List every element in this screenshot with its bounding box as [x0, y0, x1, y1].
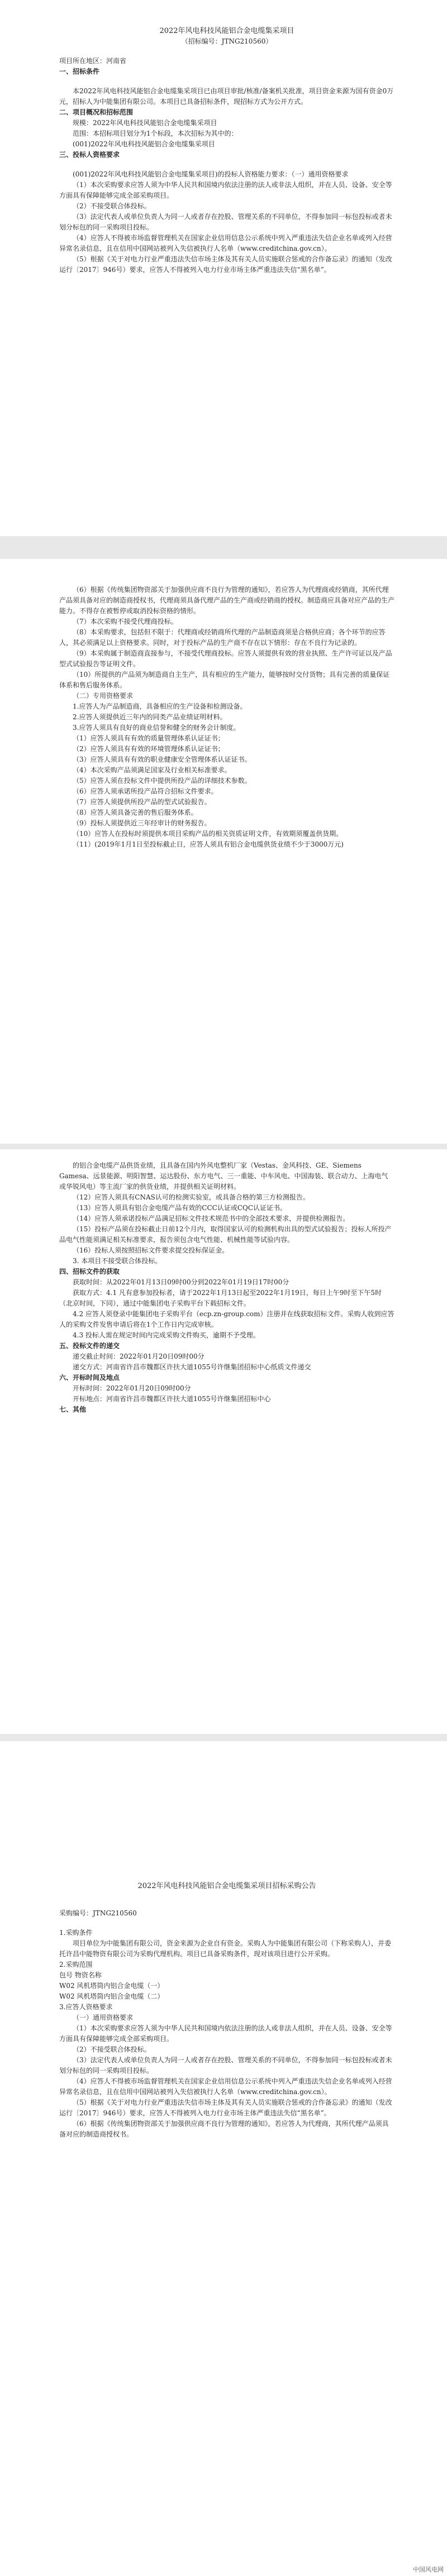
section-heading: 六、开标时间及地点 — [59, 1374, 120, 1382]
list-item: （10）应答人在投标时须提供本项目采购产品的相关资质证明文件，有效期须覆盖供货期。 — [73, 830, 343, 838]
list-item: （5）应答人须在投标文件中提供所投产品的详细技术参数。 — [73, 777, 251, 785]
paragraph: 获取时间：从2022年01月13日09时00分到2022年01月19日17时00分 — [73, 1278, 289, 1286]
paragraph: 递交方式：河南省许昌市魏都区许扶大道1055号许继集团招标中心纸质文件递交 — [73, 1363, 311, 1371]
paragraph: 3. 本项目不接受联合体投标。 — [73, 1257, 162, 1265]
page-gap — [0, 1144, 447, 1149]
list-item: （4）应答人不得被市场监督管理机关在国家企业信用信息公示系统中列入严重违法失信企业名单或列入经营异常名录信息，且在信用中国网站被列入失信被执行人名单（www.creditchina.gov.cn）。 — [59, 234, 392, 252]
list-item: 2.应答人须提供近三年内的同类产品业绩证明材料。 — [73, 713, 227, 721]
paragraph: 的铝合金电缆产品供货业绩，且具备在国内外风电整机厂家（Vestas、金风科技、GE、Siemens Gamesa、远景能源、明阳智慧、运达股份、东方电气、三一重能、中车风电、中国海装、联合动力、上海电气或华锐风电）等主流厂家的供货业绩，并提供相关证明材料。 — [59, 1162, 388, 1191]
paragraph: (001)2022年风电科技风能铝合金电缆集采项目 — [73, 140, 215, 148]
list-item: W02 风机塔筒内铝合金电缆（一） — [59, 1982, 164, 1990]
paragraph: (001)2022年风电科技风能铝合金电缆集采项目)的投标人资格能力要求：（一）通用资格要求 — [73, 170, 349, 178]
list-item: （15）投标产品须在投标截止日前12个月内，取得国家认可的检测机构出具的型式试验报告；投标人所投产品电气性能须满足相关标准要求，报告须包含电气性能、机械性能等试验内容。 — [59, 1225, 392, 1244]
page-gap — [0, 536, 447, 559]
list-item: （5）根据《关于对电力行业严重违法失信市场主体及其有关人员实施联合惩戒的合作备忘录》的通知（发改运行〔2017〕946号）要求，应答人不得被列入电力行业市场主体严重违法失信“黑名单”。 — [59, 2099, 392, 2117]
tender-code: （招标编号：JTNG210560） — [181, 37, 273, 45]
paragraph: 项目单位为中能集团有限公司，资金来源为企业自有资金。采购人为中能集团有限公司（下称采购人），并委托许昌中能物资有限公司为采购代理机构。项目已具备采购条件，现对该项目进行公开采购。 — [59, 1939, 392, 1958]
paragraph: 开标时间：2022年01月20日09时00分 — [73, 1384, 191, 1392]
list-item: （12）应答人须具有CNAS认可的检测实验室，或具备合格的第三方检测报告。 — [73, 1193, 310, 1201]
paragraph: 4.2 应答人须登录中能集团电子采购平台（ecp.zn-group.com）注册并在线获取招标文件。采购人收到应答人的采购文件发售申请后将在1个工作日内完成审核。 — [59, 1310, 394, 1328]
paragraph: 获取方式：4.1 凡有意参加投标者，请于2022年1月13日起至2022年1月19日，每日上午9时至下午5时（北京时间，下同），通过中能集团电子采购平台下载招标文件。 — [59, 1289, 382, 1307]
list-item: （3）法定代表人或单位负责人为同一人或者存在控股、管理关系的不同单位，不得参加同一标包投标或者未划分标包的同一采购项目投标。 — [59, 2056, 392, 2075]
list-item: （9）本采购属于制造商直接参与，不接受代理商投标。应答人须提供有效的营业执照、生产许可证以及产品型式试验报告等证明文件。 — [59, 649, 392, 668]
document-page-2 — [0, 559, 447, 1144]
table-header: 包号 物资名称 — [59, 1971, 102, 1979]
list-item: （3）应答人须具有有效的职业健康安全管理体系认证证书。 — [73, 756, 251, 763]
list-item: （4）本次采购产品须满足国家及行业相关标准要求。 — [73, 766, 231, 774]
site-watermark: 中国风电网 — [413, 2566, 444, 2573]
list-item: （1）本次采购要求应答人须为中华人民共和国境内依法注册的法人或非法人组织，并在人员、设备、安全等方面具有保障能够完成全部采购项目。 — [59, 2024, 392, 2043]
list-item: （13）应答人须具有铝合金电缆产品有效的CCC认证或CQC认证证书。 — [73, 1204, 287, 1212]
section-heading: 四、招标文件的获取 — [59, 1268, 120, 1275]
list-item: （1）本次采购要求应答人须为中华人民共和国境内依法注册的法人或非法人组织，并在人员、设备、安全等方面具有保障能够完成全部采购项目。 — [59, 181, 392, 199]
list-item: （二）专用资格要求 — [73, 692, 134, 700]
section-heading: 七、其他 — [59, 1406, 87, 1413]
list-item: 3.应答人须具有良好的商业信誉和健全的财务会计制度。 — [73, 724, 240, 732]
page-gap — [0, 1734, 447, 1741]
paragraph: 范围：本招标项目划分为1个标段，本次招标为其中的： — [73, 130, 238, 137]
list-item: （6）应答人须承诺所投产品符合招标文件要求。 — [73, 787, 218, 795]
list-item: （10）所提供的产品须为制造商自主生产，具有相应的生产能力，能够按时交付货物；具有完善的质量保证体系和售后服务体系。 — [59, 671, 390, 689]
page-1-body — [59, 26, 394, 275]
project-region: 项目所在地区：河南省 — [59, 57, 127, 65]
announcement-title: 2022年风电科技风能铝合金电缆集采项目招标采购公告 — [137, 1882, 316, 1890]
list-item: （6）根据《传统集团物资部关于加强供应商不良行为管理的通知》，若应答人为代理商或经销商，其所代理产品须具备对应的制造商授权书，代理商须具备代理产品的生产商或经销商的授权。制造商应具备对应产品的生产能力。不得存在被暂停或取消投标资格的情形。 — [59, 586, 395, 615]
list-item: （7）应答人须提供所投产品的型式试验报告。 — [73, 798, 211, 806]
list-item: （9）投标人须提供近三年经审计的财务报告。 — [73, 819, 211, 827]
list-item: （8）应答人须具备完善的售后服务体系。 — [73, 809, 198, 816]
section-heading: 3.应答人资格要求 — [59, 2003, 113, 2011]
paragraph: 4.3 投标人需在规定时间内完成采购文件购买，逾期不予受理。 — [73, 1331, 260, 1339]
section-heading: 二、项目概况和招标范围 — [59, 108, 134, 116]
paragraph: （一）通用资格要求 — [73, 2014, 134, 2021]
section-heading: 三、投标人资格要求 — [59, 151, 120, 159]
list-item: （5）根据《关于对电力行业严重违法失信市场主体及其有关人员实施联合惩戒的合作备忘录》的通知（发改运行〔2017〕946号）要求，应答人不得被列入电力行业市场主体严重违法失信“黑名单”。 — [59, 255, 392, 274]
list-item: （6）根据《传统集团物资部关于加强供应商不良行为管理的通知》，若应答人为代理商，其所代理产品须具备对应的制造商授权书。 — [59, 2120, 389, 2138]
list-item: （11）(2019年1月1日至投标截止日，应答人须具有铝合金电缆供货业绩不少于3000万元) — [73, 840, 344, 848]
list-item: （2）应答人须具有有效的环境管理体系认证证书； — [73, 745, 225, 753]
list-item: 1.应答人为产品制造商，具备相应的生产设备和检测设备。 — [73, 702, 247, 710]
list-item: （8）本采购要求，包括但不限于：代理商或经销商所代理的产品制造商须是合格供应商；各个环节的应答人，其必须满足以上资格要求。同时，对于投标产品的生产商不存在以下情形：存在不良行为记录的。 — [59, 628, 386, 647]
page-title: 2022年风电科技风能铝合金电缆集采项目 — [159, 27, 294, 35]
paragraph: 递交截止时间：2022年01月20日09时00分 — [73, 1352, 205, 1360]
page-2-body — [59, 585, 394, 850]
list-item: （14）应答人须承诺投标产品满足招标文件技术规范书中的全部技术要求，并提供检测报告。 — [73, 1215, 350, 1222]
list-item: （7）本次采购不接受代理商投标。 — [73, 618, 178, 625]
paragraph: 本2022年风电科技风能铝合金电缆集采项目已由项目审批/核准/备案机关批准，项目资金来源为国有资金0万元，招标人为中能集团有限公司。本项目已具备招标条件，现招标方式为公开方式。 — [59, 87, 394, 106]
section-heading: 1.采购条件 — [59, 1929, 93, 1937]
list-item: （2）不接受联合体投标。 — [73, 2045, 151, 2053]
purchase-code: 采购编号：JTNG210560 — [59, 1909, 137, 1917]
paragraph: 规模：2022年风电科技风能铝合金电缆集采项目 — [73, 119, 217, 127]
list-item: （1）应答人须具有有效的质量管理体系认证证书； — [73, 734, 225, 742]
list-item: （3）法定代表人或单位负责人为同一人或者存在控股、管理关系的不同单位，不得参加同一标包投标或者未划分标包的同一采购项目投标。 — [59, 213, 392, 231]
list-item: （4）应答人不得被市场监督管理机关在国家企业信用信息公示系统中列入严重违法失信企业名单或列入经营异常名录信息，且在信用中国网站被列入失信被执行人名单（www.creditchina.gov.cn）。 — [59, 2077, 392, 2096]
list-item: W02 风机塔筒内铝合金电缆（二） — [59, 1992, 164, 2000]
page-4-body — [59, 1881, 394, 2140]
list-item: （2）不接受联合体投标。 — [73, 202, 151, 210]
document-page-3 — [0, 1149, 447, 1734]
list-item: （16）投标人须按照招标文件要求提交投标保证金。 — [73, 1246, 229, 1254]
document-page-1 — [0, 0, 447, 536]
document-page-4 — [0, 1741, 447, 2576]
page-3-body — [59, 1160, 394, 1415]
section-heading: 五、投标文件的递交 — [59, 1342, 120, 1350]
section-heading: 2.采购范围 — [59, 1961, 93, 1968]
paragraph: 开标地点：河南省许昌市魏都区许扶大道1055号许继集团招标中心 — [73, 1395, 271, 1403]
section-heading: 一、招标条件 — [59, 68, 100, 75]
